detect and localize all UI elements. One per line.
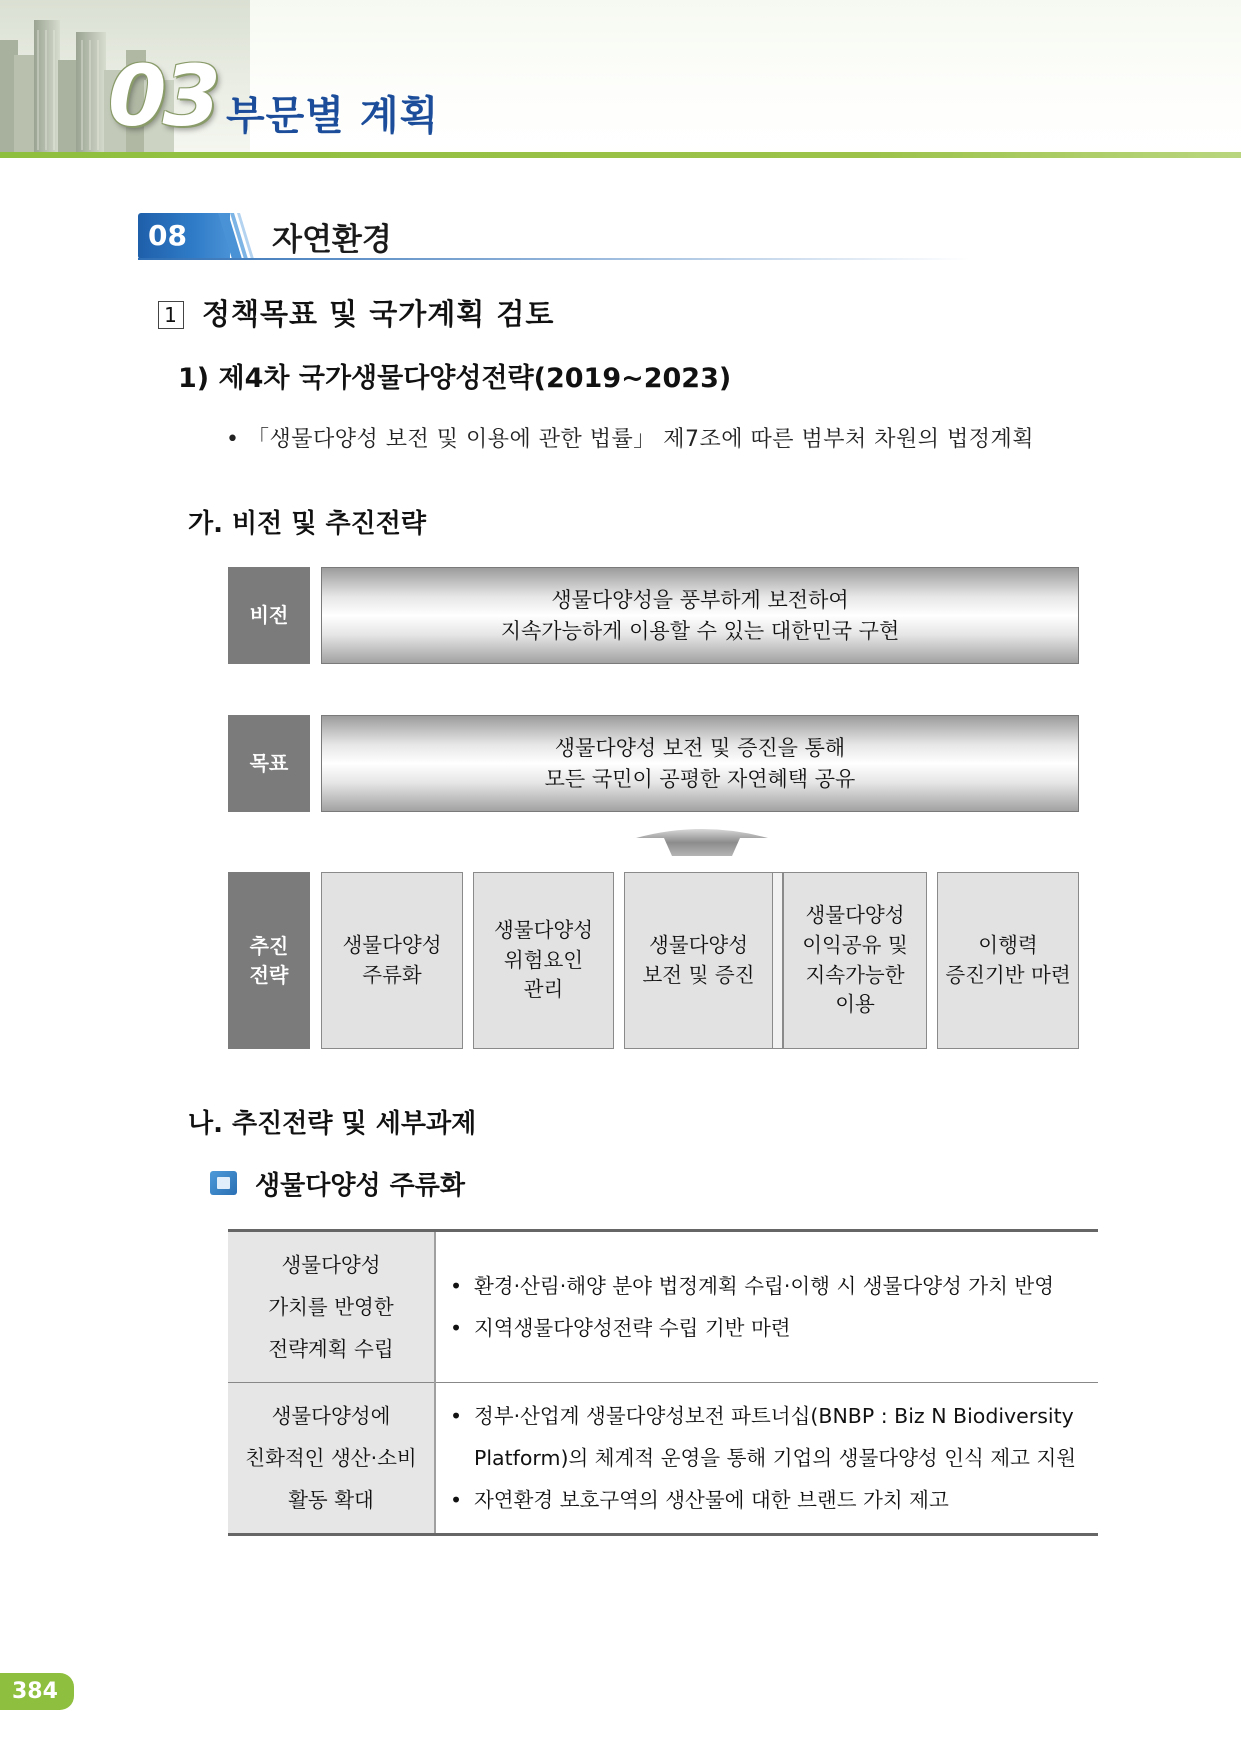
strategy-box-2: 생물다양성 위험요인 관리: [473, 872, 614, 1049]
intro-bullet-text: 「생물다양성 보전 및 이용에 관한 법률」 제7조에 따른 범부처 차원의 법정계획: [246, 427, 1034, 452]
chapter-title: 부문별 계획: [226, 93, 440, 139]
strategy-task-table: [228, 1229, 1098, 1536]
goal-box: [321, 715, 1079, 812]
vision-box: [321, 567, 1079, 664]
heading-policy-review: [158, 292, 554, 333]
square-bullet-icon: [210, 1171, 237, 1195]
table-row: [228, 1231, 1098, 1383]
section-number: 08: [148, 219, 187, 252]
vision-label: 비전: [228, 567, 310, 664]
page-number: 384: [0, 1673, 74, 1710]
header-divider: [0, 152, 1241, 158]
strategy-box-4: 생물다양성 이익공유 및 지속가능한 이용: [783, 872, 927, 1049]
strategy-spacer: [772, 872, 783, 1049]
goal-line-2: 모든 국민이 공평한 자연혜택 공유: [544, 766, 856, 791]
goal-line-1: 생물다양성 보전 및 증진을 통해: [554, 736, 846, 761]
heading-national-strategy: 1) 제4차 국가생물다양성전략(2019~2023): [178, 363, 732, 394]
strategy-box-1: 생물다양성 주류화: [321, 872, 463, 1049]
table-items-cell: [435, 1231, 1098, 1383]
subheading-strategy-tasks: 나. 추진전략 및 세부과제: [188, 1109, 477, 1139]
topic-heading: [210, 1165, 465, 1202]
chapter-number: 03: [108, 47, 217, 145]
list-item: • 정부·산업계 생물다양성보전 파트너십(BNBP : Biz N Biodiversity Platform)의 체계적 운영을 통해 기업의 생물다양성 인식 제고 지원: [450, 1395, 1098, 1479]
section-title: 자연환경: [272, 222, 392, 258]
vision-line-2: 지속가능하게 이용할 수 있는 대한민국 구현: [500, 618, 900, 643]
table-category-cell: 생물다양성 가치를 반영한 전략계획 수립: [228, 1231, 435, 1383]
list-item: • 자연환경 보호구역의 생산물에 대한 브랜드 가치 제고: [450, 1479, 1098, 1521]
chapter-header: [0, 0, 1241, 160]
list-item: • 환경·산림·해양 분야 법정계획 수립·이행 시 생물다양성 가치 반영: [450, 1265, 1098, 1307]
strategy-box-5: 이행력 증진기반 마련: [937, 872, 1079, 1049]
section-underline: [138, 258, 970, 260]
table-row: [228, 1383, 1098, 1535]
heading-number-box: 1: [158, 301, 184, 329]
intro-bullet: [226, 422, 1034, 453]
strategy-label: 추진 전략: [228, 872, 310, 1049]
strategy-box-3: 생물다양성 보전 및 증진: [624, 872, 773, 1049]
bullet-icon: •: [226, 427, 247, 452]
table-items-cell: [435, 1383, 1098, 1535]
subheading-vision: 가. 비전 및 추진전략: [188, 509, 426, 539]
badge-stripes-icon: [218, 213, 258, 259]
section-number-badge: [138, 213, 230, 259]
vision-line-1: 생물다양성을 풍부하게 보전하여: [551, 588, 849, 613]
goal-label: 목표: [228, 715, 310, 812]
table-category-cell: 생물다양성에 친화적인 생산·소비 활동 확대: [228, 1383, 435, 1535]
up-arrow-icon: [636, 826, 768, 856]
heading-policy-review-text: 정책목표 및 국가계획 검토: [202, 297, 555, 331]
topic-heading-text: 생물다양성 주류화: [255, 1171, 465, 1201]
list-item: • 지역생물다양성전략 수립 기반 마련: [450, 1307, 1098, 1349]
